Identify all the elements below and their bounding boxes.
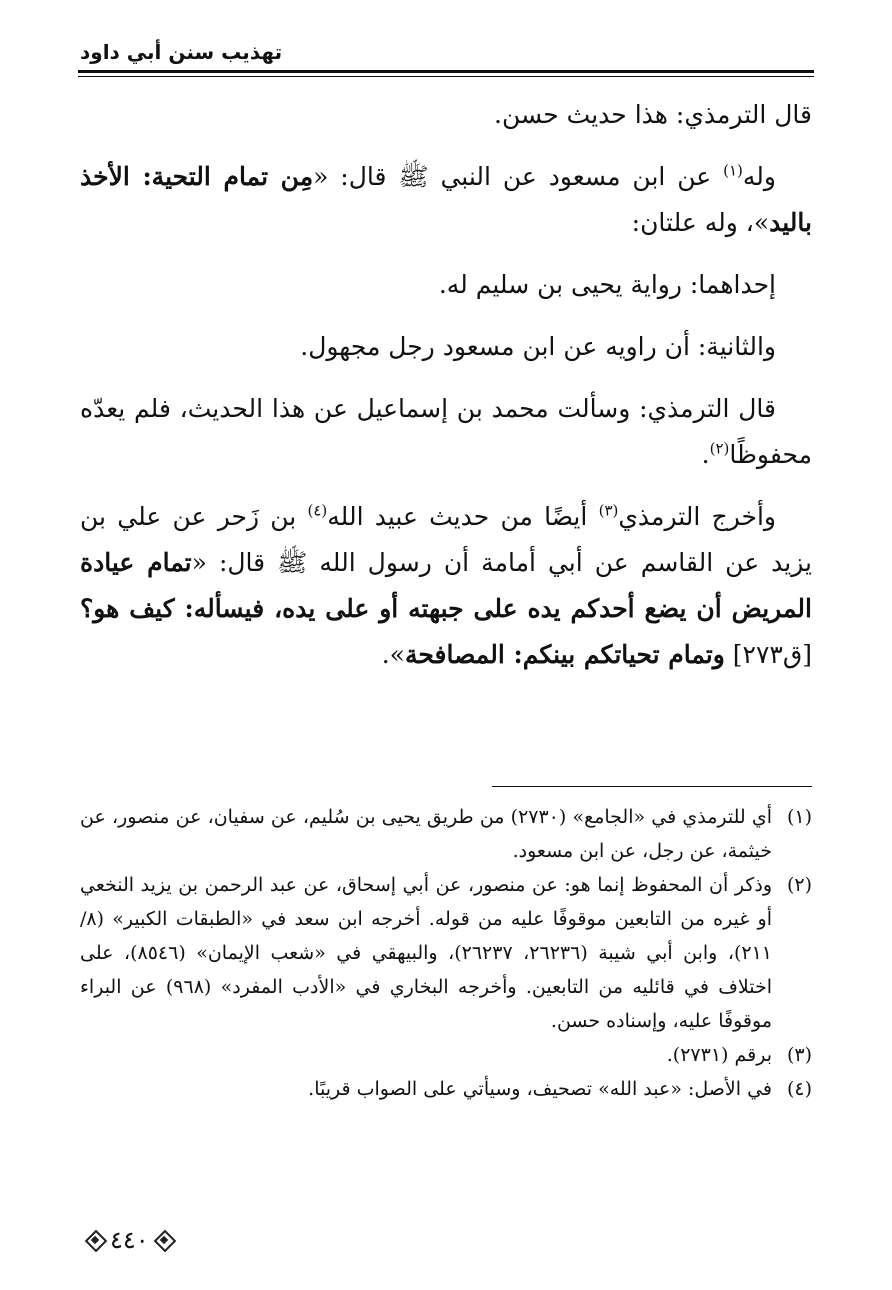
footnote-ref-1: (١) <box>723 161 743 180</box>
footnote-number: (١) <box>786 806 812 828</box>
hadith-quote-2a: تمام عيادة المريض أن يضع أحدكم يده على جبهته أو على يده، فيسأله: كيف هو؟ <box>80 548 812 623</box>
hadith-quote-2b: وتمام تحياتكم بينكم: المصافحة <box>404 640 725 669</box>
paragraph-4-text: والثانية: أن راويه عن ابن مسعود رجل مجهول. <box>300 332 776 361</box>
paragraph-6 <box>80 494 812 678</box>
manuscript-folio-marker: [ق٢٧٣] <box>724 640 812 669</box>
paragraph-6-text-c: بن زَحر عن علي بن يزيد عن القاسم عن أبي أمامة أن رسول الله ﷺ قال: « <box>80 502 812 577</box>
paragraph-2 <box>80 154 812 246</box>
footnote-1 <box>80 800 812 868</box>
footnote-4 <box>80 1072 812 1106</box>
hadith-quote-1: مِن تمام التحية: الأخذ باليد <box>80 162 812 237</box>
paragraph-3 <box>80 262 812 308</box>
footnote-number: (٣) <box>786 1044 812 1066</box>
footnote-text: في الأصل: «عبد الله» تصحيف، وسيأتي على الصواب قريبًا. <box>308 1078 772 1100</box>
header-rule-thick <box>78 70 814 73</box>
footnotes <box>80 800 812 1106</box>
paragraph-5-text-a: قال الترمذي: وسألت محمد بن إسماعيل عن هذا الحديث، فلم يعدّه محفوظًا <box>80 394 812 469</box>
footnote-text: وذكر أن المحفوظ إنما هو: عن منصور، عن أبي إسحاق، عن عبد الرحمن بن يزيد النخعي أو غيره من التابعين موقوفًا عليه من قوله. أخرجه ابن سعد في «الطبقات الكبير» (٨/ ٢١١)، وابن أبي شيبة (٢٦٢٣٦، ٢٦٢٣٧)، والبيهقي في «شعب الإيمان» (٨٥٤٦)، على اختلاف في قائليه من التابعين. وأخرجه البخاري في «الأدب المفرد» (٩٦٨) عن البراء موقوفًا عليه، وإسناده حسن. <box>80 874 772 1032</box>
footnote-number: (٤) <box>786 1078 812 1100</box>
paragraph-2-text-b: عن ابن مسعود عن النبي ﷺ قال: « <box>313 162 724 191</box>
header-rule-thin <box>78 76 814 77</box>
paragraph-6-text-a: وأخرج الترمذي <box>618 502 776 531</box>
footnote-separator <box>492 786 812 787</box>
page-number: ٤٤٠ <box>110 1226 149 1254</box>
ornament-icon <box>155 1231 173 1249</box>
paragraph-6-text-d: ». <box>381 640 405 669</box>
footnote-text: برقم (٢٧٣١). <box>666 1044 772 1066</box>
paragraph-2-text-c: »، وله علتان: <box>631 208 770 237</box>
footnote-number: (٢) <box>786 874 812 896</box>
footnote-ref-4: (٤) <box>307 501 328 520</box>
footnote-ref-2: (٢) <box>709 439 730 458</box>
footnote-text: أي للترمذي في «الجامع» (٢٧٣٠) من طريق يحيى بن سُليم، عن سفيان، عن منصور، عن خيثمة، عن رجل، عن ابن مسعود. <box>80 806 772 862</box>
main-text <box>80 92 812 694</box>
footnote-ref-3: (٣) <box>598 501 619 520</box>
running-title: تهذيب سنن أبي داود <box>80 40 283 64</box>
footnote-2 <box>80 868 812 1038</box>
page-folio <box>86 1226 173 1254</box>
paragraph-2-text-a: وله <box>742 162 776 191</box>
paragraph-4 <box>80 324 812 370</box>
paragraph-1-text: قال الترمذي: هذا حديث حسن. <box>494 100 812 129</box>
paragraph-5-text-b: . <box>701 440 710 469</box>
paragraph-3-text: إحداهما: رواية يحيى بن سليم له. <box>438 270 776 299</box>
paragraph-6-text-b: أيضًا من حديث عبيد الله <box>327 502 599 531</box>
ornament-icon <box>86 1231 104 1249</box>
paragraph-1 <box>80 92 812 138</box>
footnote-3 <box>80 1038 812 1072</box>
paragraph-5 <box>80 386 812 478</box>
